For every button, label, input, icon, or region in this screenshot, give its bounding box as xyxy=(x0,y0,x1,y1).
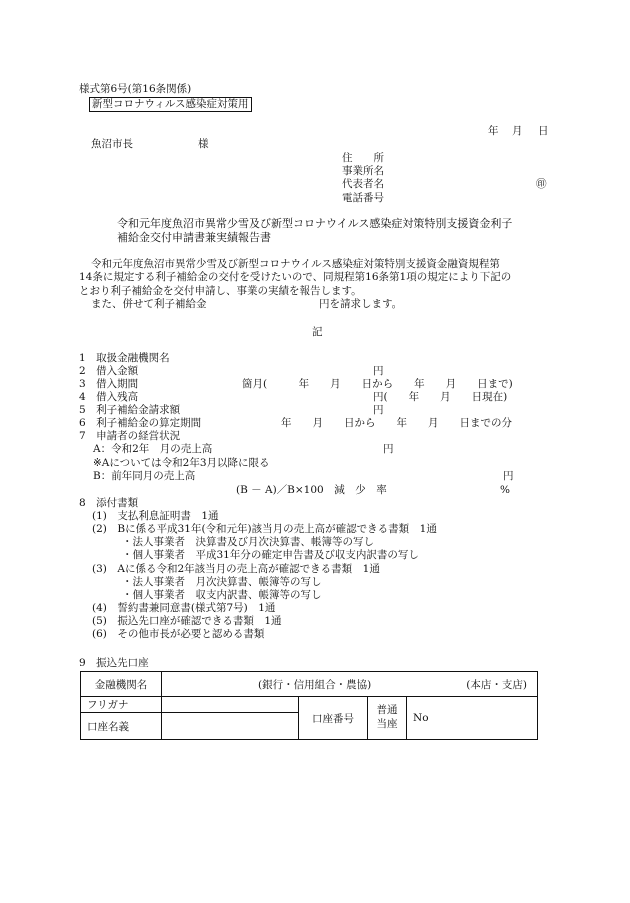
attachment-4: (4) 誓約書兼同意書(様式第7号) 1通 xyxy=(92,602,276,614)
item-4-detail: 円( 年 月 日現在) xyxy=(373,391,508,403)
item-4: 4 借入残高 xyxy=(79,391,139,403)
item-7-formula: (B － A)／B×100 減 少 率 xyxy=(236,484,387,496)
body-line4-suffix: 円を請求します。 xyxy=(319,298,403,310)
applicant-phone-label: 電話番号 xyxy=(342,192,384,204)
body-line2: 14条に規定する利子補給金の交付を受けたいので、同規程第16条第1項の規定により下記の xyxy=(79,271,512,283)
item-5-unit: 円 xyxy=(373,404,384,416)
applicant-representative-label: 代表者名 xyxy=(342,178,384,190)
date-month: 月 xyxy=(512,125,523,137)
bank-account-table xyxy=(80,671,538,740)
applicant-office-label: 事業所名 xyxy=(342,165,384,177)
bank-name-label: 金融機関名 xyxy=(81,672,162,697)
document-title-line1: 令和元年度魚沼市異常少雪及び新型コロナウイルス感染症対策特別支援資金利子 xyxy=(117,217,513,230)
document-title-line2: 補給金交付申請書兼実績報告書 xyxy=(117,231,271,244)
attachment-2-corp: ・法人事業者 決算書及び月次決算書、帳簿等の写し xyxy=(122,536,374,548)
account-type-current: 当座 xyxy=(376,718,398,730)
item-3: 3 借入期間 xyxy=(79,378,139,390)
date-year: 年 xyxy=(488,125,499,137)
form-number: 様式第6号(第16条関係) xyxy=(79,83,192,95)
attachment-2: (2) Bに係る平成31年(令和元年)該当月の売上高が確認できる書類 1通 xyxy=(92,523,437,535)
addressee-name: 魚沼市長 xyxy=(91,138,133,150)
furigana-label: フリガナ xyxy=(81,697,162,713)
item-7-note: ※Aについては令和2年3月以降に限る xyxy=(93,457,270,469)
attachment-5: (5) 振込先口座が確認できる書類 1通 xyxy=(92,615,282,627)
body-line1: 令和元年度魚沼市異常少雪及び新型コロナウイルス感染症対策特別支援資金融資規程第 xyxy=(91,258,500,270)
item-3-detail: 箇月( 年 月 日から 年 月 日まで) xyxy=(242,378,513,390)
item-2: 2 借入金額 xyxy=(79,365,139,377)
furigana-field[interactable] xyxy=(162,697,299,713)
body-line3: とおり利子補給金を交付申請し、事業の実績を報告します。 xyxy=(79,285,362,297)
item-7-a-unit: 円 xyxy=(383,443,394,455)
bank-type-options: (銀行・信用組合・農協) xyxy=(258,679,372,691)
item-7-b-unit: 円 xyxy=(503,470,514,482)
account-type-ordinary: 普通 xyxy=(376,704,398,717)
addressee-honorific: 様 xyxy=(198,138,209,150)
attachment-3-corp: ・法人事業者 月次決算書、帳簿等の写し xyxy=(122,576,322,588)
item-2-unit: 円 xyxy=(373,365,384,377)
item-6: 6 利子補給金の算定期間 xyxy=(79,417,202,429)
account-holder-label: 口座名義 xyxy=(81,713,162,740)
account-holder-field[interactable] xyxy=(162,713,299,740)
item-1: 1 取扱金融機関名 xyxy=(79,352,170,364)
item-6-detail: 年 月 日から 年 月 日までの分 xyxy=(281,417,512,429)
ki-heading: 記 xyxy=(312,326,323,338)
item-5: 5 利子補給金請求額 xyxy=(79,404,181,416)
bank-name-field[interactable] xyxy=(162,672,538,697)
account-type-label xyxy=(368,697,407,740)
attachment-6: (6) その他市長が必要と認める書類 xyxy=(92,628,265,640)
attachment-3: (3) Aに係る令和2年該当月の売上高が確認できる書類 1通 xyxy=(92,563,380,575)
seal-mark: ㊞ xyxy=(536,178,547,190)
item-7-percent: % xyxy=(500,484,510,496)
attachment-1: (1) 支払利息証明書 1通 xyxy=(92,510,219,522)
item-9: 9 振込先口座 xyxy=(79,657,149,669)
account-no-prefix: No xyxy=(413,712,429,724)
category-label: 新型コロナウィルス感染症対策用 xyxy=(89,97,252,112)
item-8: 8 添付書類 xyxy=(79,497,139,509)
date-day: 日 xyxy=(538,125,549,137)
item-7-b: B：前年同月の売上高 xyxy=(93,470,196,482)
applicant-address-label: 住 所 xyxy=(342,152,384,164)
account-number-label: 口座番号 xyxy=(299,697,368,740)
item-7-a: A：令和2年 月の売上高 xyxy=(93,443,213,455)
attachment-3-indiv: ・個人事業者 収支内訳書、帳簿等の写し xyxy=(122,589,322,601)
attachment-2-indiv: ・個人事業者 平成31年分の確定申告書及び収支内訳書の写し xyxy=(122,549,419,561)
account-number-field[interactable] xyxy=(407,697,538,740)
body-line4-prefix: また、併せて利子補給金 xyxy=(91,298,207,310)
branch-type-options: (本店・支店) xyxy=(466,679,527,691)
item-7: 7 申請者の経営状況 xyxy=(79,430,181,442)
